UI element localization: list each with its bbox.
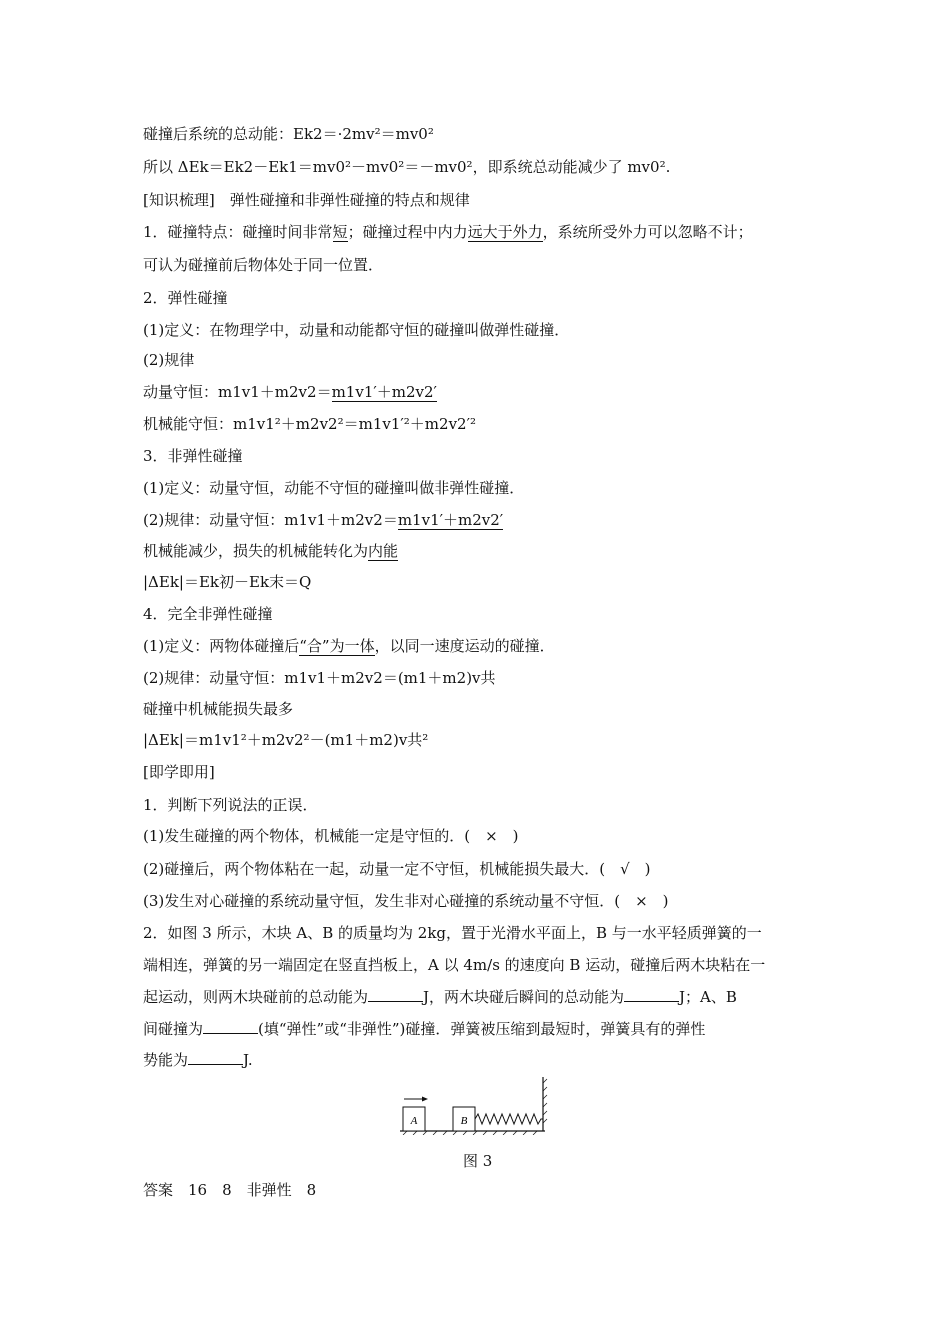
text-segment: 动量守恒：m1v1＋m2v2＝: [143, 383, 332, 401]
text-line: (1)定义：动量守恒，动能不守恒的碰撞叫做非弹性碰撞．: [143, 479, 525, 497]
text-line: (2)规律：动量守恒：m1v1＋m2v2＝(m1＋m2)v共: [143, 669, 496, 687]
text-segment: J；A、B: [679, 988, 737, 1006]
text-segment: ；碰撞过程中内力: [347, 223, 468, 241]
underlined-term: “合”为一体: [299, 637, 375, 655]
answer-blank: [624, 987, 679, 1002]
text-line: 可认为碰撞前后物体处于同一位置．: [143, 256, 384, 274]
collision-figure: [395, 1075, 555, 1135]
text-segment: 间碰撞为: [143, 1020, 204, 1038]
section-heading: [即学即用]: [143, 763, 215, 781]
block-b-label: B: [460, 1115, 468, 1127]
text-line: |ΔEk|＝m1v1²＋m2v2²－(m1＋m2)v共²: [143, 731, 429, 749]
underlined-term: 远大于外力: [467, 223, 543, 241]
text-segment: (2)规律：动量守恒：m1v1＋m2v2＝: [143, 511, 398, 529]
text-line: 端相连，弹簧的另一端固定在竖直挡板上，A 以 4m/s 的速度向 B 运动，碰撞后两木块粘在一: [143, 956, 766, 974]
text-line: (1)发生碰撞的两个物体，机械能一定是守恒的．( × ): [143, 827, 519, 845]
text-segment: 1．碰撞特点：碰撞时间非常: [143, 223, 333, 241]
text-line: |ΔEk|＝Ek初－Ek末＝Q: [143, 573, 312, 591]
velocity-arrow-head: [422, 1097, 428, 1102]
text-segment: (1)定义：两物体碰撞后: [143, 637, 300, 655]
text-segment: 机械能减少，损失的机械能转化为: [143, 542, 369, 560]
answer-blank: [203, 1019, 258, 1034]
text-line: [143, 510, 503, 530]
text-line: (2)规律: [143, 351, 195, 369]
text-segment: (填“弹性”或“非弹性”)碰撞．弹簧被压缩到最短时，弹簧具有的弹性: [258, 1020, 706, 1038]
text-line: [143, 987, 737, 1007]
section-heading: 3．非弹性碰撞: [143, 447, 243, 465]
text-line: 机械能守恒：m1v1²＋m2v2²＝m1v1′²＋m2v2′²: [143, 415, 477, 433]
text-segment: ，系统所受外力可以忽略不计；: [542, 223, 753, 241]
underlined-term: m1v1′＋m2v2′: [331, 383, 437, 401]
figure-caption: 图 3: [463, 1152, 493, 1170]
text-segment: J，两木块碰后瞬间的总动能为: [423, 988, 625, 1006]
text-line: 碰撞中机械能损失最多: [143, 700, 294, 718]
text-line: 2．如图 3 所示，木块 A、B 的质量均为 2kg，置于光滑水平面上，B 与一水平轻质弹簧的一: [143, 924, 762, 942]
text-line: 碰撞后系统的总动能：Ek2＝·2mv²＝mv0²: [143, 125, 434, 143]
text-line: [143, 541, 398, 561]
underlined-term: 内能: [368, 542, 399, 560]
answer-line: 答案 16 8 非弹性 8: [143, 1181, 317, 1199]
block-a-label: A: [410, 1115, 418, 1127]
text-line: (1)定义：在物理学中，动量和动能都守恒的碰撞叫做弹性碰撞．: [143, 321, 570, 339]
text-line: [143, 382, 437, 402]
text-line: 所以 ΔEk＝Ek2－Ek1＝mv0²－mv0²＝－mv0²，即系统总动能减少了 mv0².: [143, 158, 671, 176]
text-line: [143, 636, 555, 656]
text-segment: 起运动，则两木块碰前的总动能为: [143, 988, 369, 1006]
answer-blank: [368, 987, 423, 1002]
text-line: [143, 222, 753, 242]
text-line: (3)发生对心碰撞的系统动量守恒，发生非对心碰撞的系统动量不守恒．( × ): [143, 892, 669, 910]
answer-blank: [188, 1050, 243, 1065]
section-heading: 2．弹性碰撞: [143, 289, 228, 307]
section-heading: [知识梳理] 弹性碰撞和非弹性碰撞的特点和规律: [143, 191, 470, 209]
text-line: 1．判断下列说法的正误．: [143, 796, 318, 814]
text-line: [143, 1019, 705, 1039]
text-segment: 势能为: [143, 1051, 189, 1069]
text-segment: ，以同一速度运动的碰撞．: [374, 637, 555, 655]
text-line: [143, 1050, 253, 1070]
text-segment: J.: [243, 1051, 253, 1069]
section-heading: 4．完全非弹性碰撞: [143, 605, 273, 623]
spring: [475, 1114, 543, 1124]
text-line: (2)碰撞后，两个物体粘在一起，动量一定不守恒，机械能损失最大．( √ ): [143, 860, 651, 878]
underlined-term: 短: [332, 223, 348, 241]
underlined-term: m1v1′＋m2v2′: [397, 511, 504, 529]
